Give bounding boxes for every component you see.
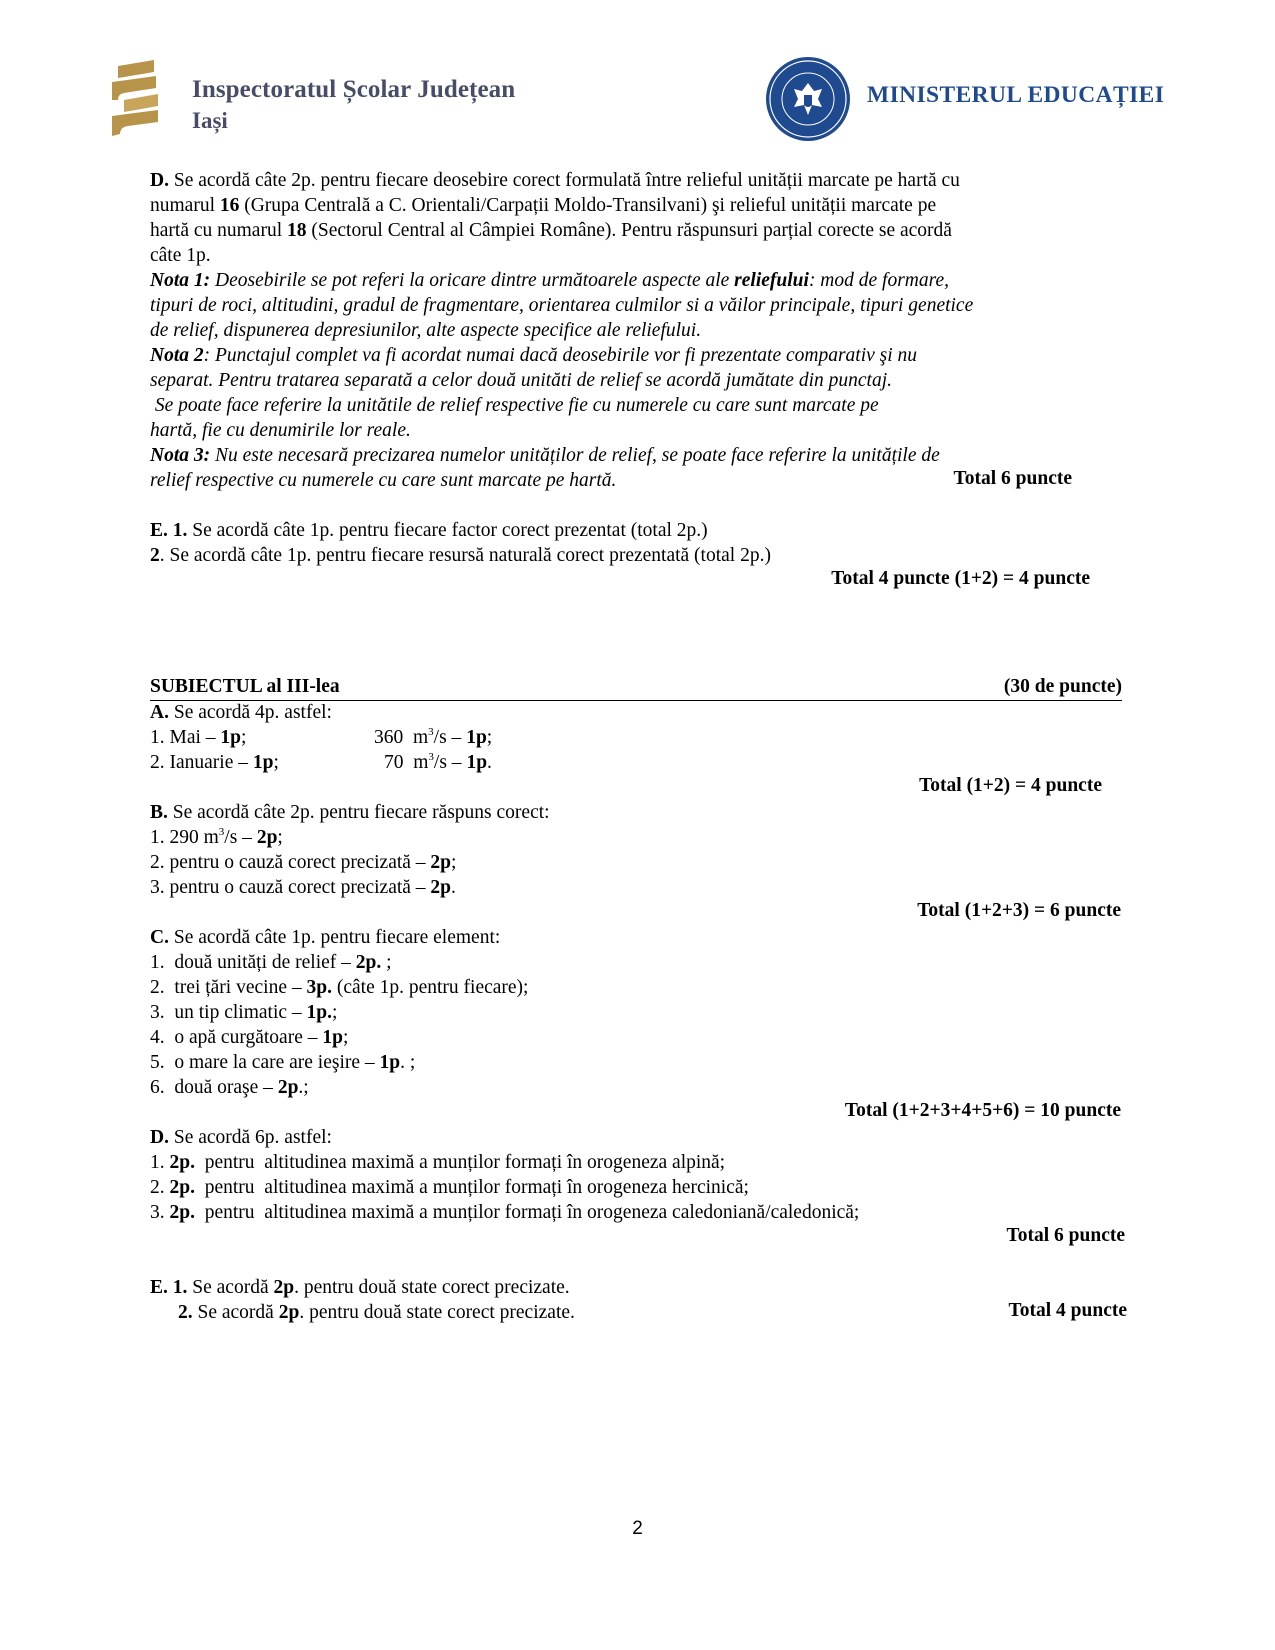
d-line-4: câte 1p. (150, 245, 211, 266)
c-item: 4. o apă curgătoare – 1p; (150, 1027, 349, 1048)
d-total: Total 6 puncte (953, 468, 1072, 489)
nota2-line-1: Nota 2: Punctajul complet va fi acordat numai dacă deosebirile vor fi prezentate comparativ şi nu (150, 345, 918, 366)
c-item: 6. două oraşe – 2p.; (150, 1077, 309, 1098)
d2-intro: D. Se acordă 6p. astfel: (150, 1127, 332, 1148)
isj-title: Inspectoratul Școlar Județean (192, 76, 516, 103)
c-intro: C. Se acordă câte 1p. pentru fiecare element: (150, 927, 501, 948)
nota2-line-4: hartă, fie cu denumirile lor reale. (150, 420, 411, 441)
a-row-1: 1. Mai – 1p; (150, 727, 247, 748)
d-line-1: D. Se acordă câte 2p. pentru fiecare deosebire corect formulată între relieful unității marcate pe hartă cu (150, 170, 960, 191)
c-item: 1. două unități de relief – 2p. ; (150, 952, 392, 973)
a-row-2: 2. Ianuarie – 1p; (150, 752, 279, 773)
e2-line-2: 2. Se acordă 2p. pentru două state corect precizate. (178, 1302, 575, 1323)
isj-header (110, 58, 580, 140)
b-intro: B. Se acordă câte 2p. pentru fiecare răspuns corect: (150, 802, 550, 823)
b-item-1: 1. 290 $m^3/s - 2p$; (150, 825, 283, 848)
e2-total: Total 4 puncte (1008, 1300, 1127, 1321)
d2-item: 3. 2p. pentru altitudinea maximă a munților formați în orogeneza caledoniană/caledonică; (150, 1202, 860, 1223)
nota1-line-3: de relief, dispunerea depresiunilor, alte aspecte specifice ale reliefului. (150, 320, 702, 341)
b-item-3: 3. pentru o cauză corect precizată – 2p. (150, 877, 456, 898)
subject3-header (150, 676, 1122, 701)
a-row-2-value: 70 $m^3/s - 1p$. (384, 750, 492, 773)
e-line-1: E. 1. Se acordă câte 1p. pentru fiecare factor corect prezentat (total 2p.) (150, 520, 708, 541)
e-total: Total 4 puncte (1+2) = 4 puncte (831, 568, 1090, 589)
nota1-line-2: tipuri de roci, altitudini, gradul de fragmentare, orientarea culmilor si a văilor principale, tipuri genetice (150, 295, 974, 316)
c-total: Total (1+2+3+4+5+6) = 10 puncte (844, 1100, 1121, 1121)
c-item: 3. un tip climatic – 1p.; (150, 1002, 338, 1023)
isj-city: Iași (192, 108, 228, 133)
nota3-line-2: relief respective cu numerele cu care sunt marcate pe hartă. (150, 470, 617, 491)
a-row-1-value: 360 $m^3/s - 1p$; (374, 725, 493, 748)
d2-item: 1. 2p. pentru altitudinea maximă a munților formați în orogeneza alpină; (150, 1152, 726, 1173)
c-item: 5. o mare la care are ieşire – 1p. ; (150, 1052, 416, 1073)
subject3-points: (30 de puncte) (1003, 676, 1122, 697)
d2-total: Total 6 puncte (1006, 1225, 1125, 1246)
nota3-line-1: Nota 3: Nu este necesară precizarea numelor unităților de relief, se poate face referire la unitățile de (150, 445, 940, 466)
b-total: Total (1+2+3) = 6 puncte (917, 900, 1121, 921)
government-seal-icon (764, 55, 852, 143)
nota2-line-2: separat. Pentru tratarea separată a celor două unităti de relief se acordă jumătate din punctaj. (150, 370, 892, 391)
isj-logo-icon (110, 58, 170, 138)
nota1-line-1: Nota 1: Deosebirile se pot referi la oricare dintre următoarele aspecte ale reliefului: mod de formare, (150, 270, 950, 291)
a-total: Total (1+2) = 4 puncte (919, 775, 1102, 796)
nota2-line-3: Se poate face referire la unitătile de relief respective fie cu numerele cu care sunt marcate pe (150, 395, 879, 416)
a-intro: A. Se acordă 4p. astfel: (150, 702, 332, 723)
e-line-2: 2. Se acordă câte 1p. pentru fiecare resursă naturală corect prezentată (total 2p.) (150, 545, 771, 566)
d2-item: 2. 2p. pentru altitudinea maximă a munților formați în orogeneza hercinică; (150, 1177, 749, 1198)
ministry-title: MINISTERUL EDUCAȚIEI (867, 82, 1165, 108)
page-number: 2 (632, 1518, 643, 1539)
c-item: 2. trei țări vecine – 3p. (câte 1p. pentru fiecare); (150, 977, 529, 998)
subject3-title: SUBIECTUL al III-lea (150, 676, 340, 697)
d-line-2: numarul 16 (Grupa Centrală a C. Orientali/Carpații Moldo-Transilvani) şi relieful unității marcate pe (150, 195, 937, 216)
b-item-2: 2. pentru o cauză corect precizată – 2p; (150, 852, 457, 873)
e2-line-1: E. 1. Se acordă 2p. pentru două state corect precizate. (150, 1277, 570, 1298)
d-line-3: hartă cu numarul 18 (Sectorul Central al Câmpiei Române). Pentru răspunsuri parțial corecte se acordă (150, 220, 952, 241)
